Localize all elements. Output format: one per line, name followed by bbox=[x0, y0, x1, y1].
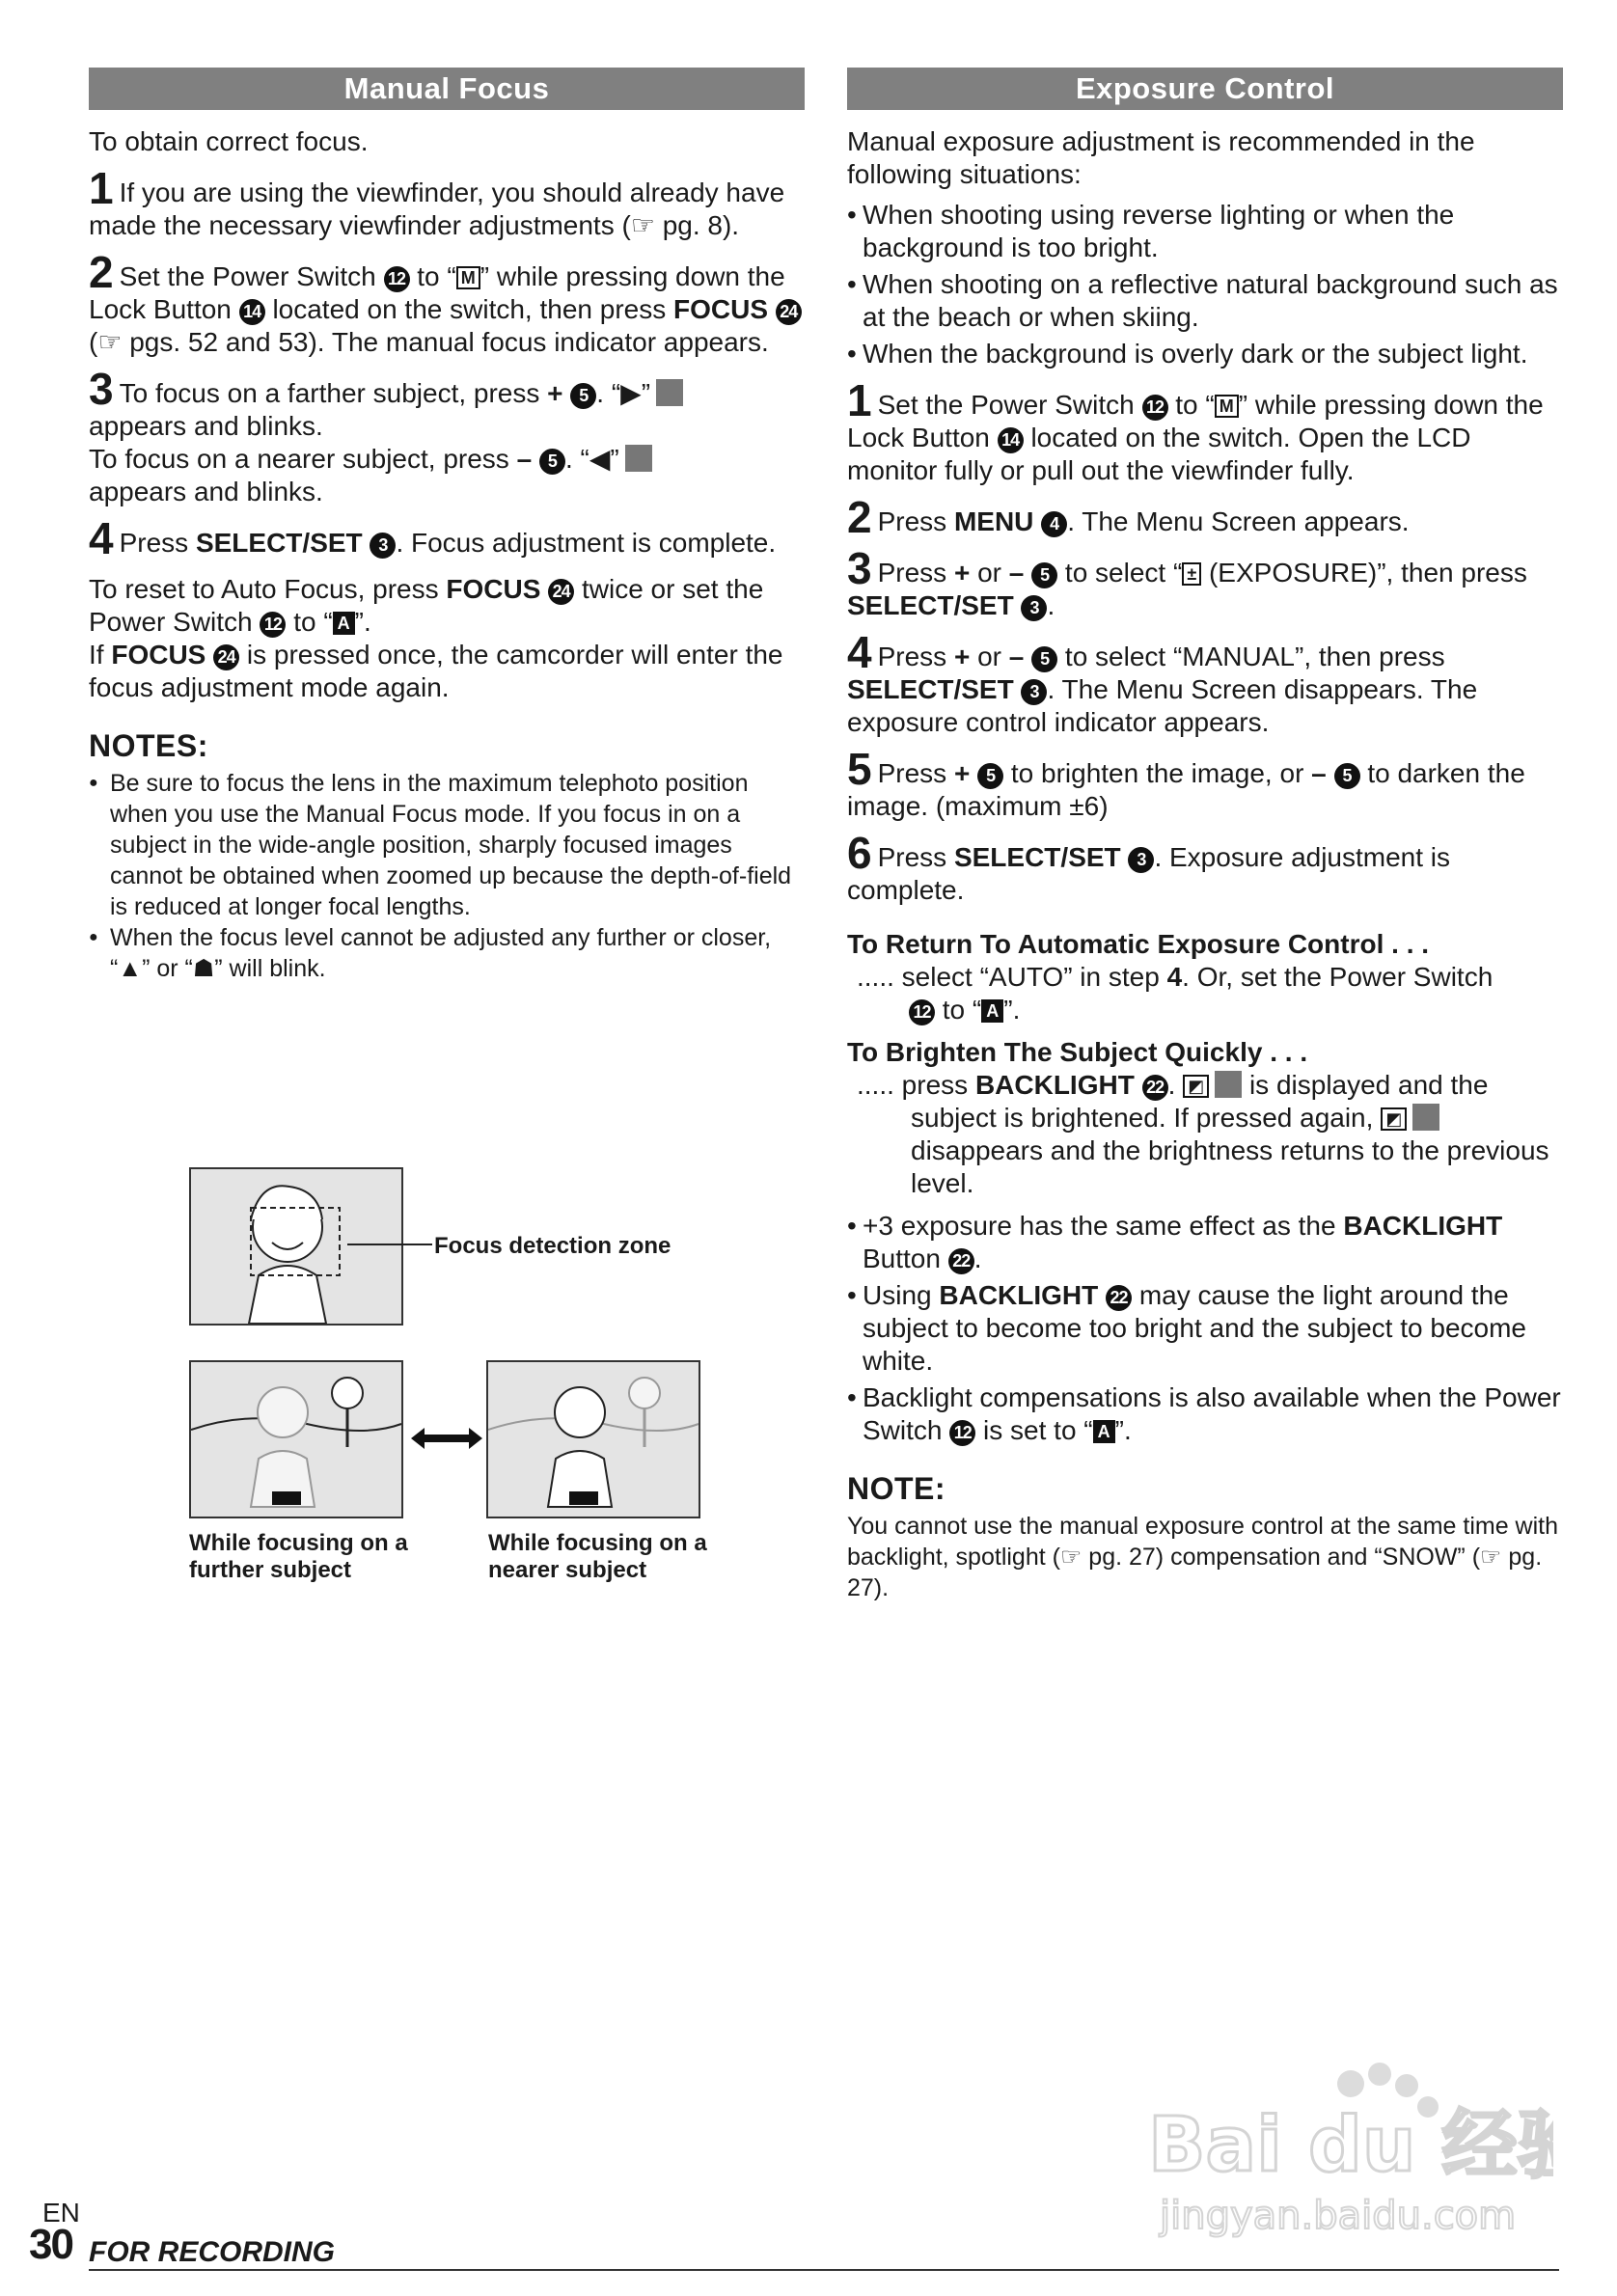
pointer-line bbox=[347, 1235, 434, 1254]
callout-24-icon: 24 bbox=[776, 299, 802, 325]
callout-22-icon: 22 bbox=[1142, 1075, 1168, 1101]
far-focus-icon: ▲ bbox=[118, 955, 143, 982]
exposure-step-4: 4 Press + or – 5 to select “MANUAL”, then press SELECT/SET 3 . The Menu Screen disappears. The exposure control indicator appears. bbox=[847, 627, 1478, 737]
callout-5-icon: 5 bbox=[977, 763, 1003, 789]
exposure-control-heading: Exposure Control bbox=[847, 68, 1563, 110]
callout-12-icon: 12 bbox=[949, 1420, 975, 1446]
exposure-icon: ± bbox=[1182, 562, 1201, 586]
auto-mode-icon: A bbox=[333, 612, 355, 635]
indicator-square-icon bbox=[1215, 1071, 1242, 1098]
callout-14-icon: 14 bbox=[998, 427, 1024, 453]
callout-12-icon: 12 bbox=[260, 612, 286, 638]
manual-focus-column bbox=[89, 68, 805, 984]
callout-5-icon: 5 bbox=[1334, 763, 1360, 789]
indicator-square-icon bbox=[1412, 1104, 1439, 1131]
notes-list bbox=[89, 768, 805, 984]
callout-5-icon: 5 bbox=[570, 383, 596, 409]
manual-focus-heading: Manual Focus bbox=[89, 68, 805, 110]
focus-step-2: 2 Set the Power Switch 12 to “ M ” while pressing down the Lock Button 14 located on the switch, then press FOCUS 24 (☞ pgs. 52 and 53). The manual focus indicator appears. bbox=[89, 256, 805, 359]
indicator-square-icon bbox=[625, 445, 652, 472]
exposure-step-3: 3 Press + or – 5 to select “ ± (EXPOSURE)”, then press SELECT/SET 3 . bbox=[847, 543, 1527, 620]
caption-nearer: While focusing on a nearer subject bbox=[488, 1530, 707, 1583]
callout-3-icon: 3 bbox=[1128, 847, 1154, 873]
watermark-url: jingyan.baidu.com bbox=[1160, 2194, 1517, 2238]
exposure-step-1: 1 Set the Power Switch 12 to “ M ” while pressing down the Lock Button 14 located on the switch. Open the LCD monitor fully or pull out the viewfinder fully. bbox=[847, 375, 1544, 485]
callout-12-icon: 12 bbox=[1142, 395, 1168, 421]
brighten-heading: To Brighten The Subject Quickly . . . bbox=[847, 1037, 1308, 1067]
callout-5-icon: 5 bbox=[539, 449, 565, 475]
near-focus-icon: ☗ bbox=[192, 955, 215, 982]
exposure-step-2: 2 Press MENU 4 . The Menu Screen appears. bbox=[847, 492, 1410, 542]
callout-22-icon: 22 bbox=[948, 1248, 974, 1274]
backlight-icon: ◩ bbox=[1381, 1107, 1407, 1131]
callout-12-icon: 12 bbox=[909, 999, 935, 1025]
backlight-note: • Backlight compensations is also available when the Power Switch 12 is set to “ A ”. bbox=[847, 1382, 1561, 1445]
callout-5-icon: 5 bbox=[1031, 562, 1057, 588]
manual-mode-icon: M bbox=[1215, 395, 1239, 418]
section-title: FOR RECORDING bbox=[89, 2236, 335, 2268]
notes-heading: NOTES: bbox=[89, 728, 208, 763]
callout-12-icon: 12 bbox=[384, 266, 410, 292]
callout-3-icon: 3 bbox=[1021, 679, 1047, 705]
note-item: ● When the focus level cannot be adjusted any further or closer, “▲” or “☗” will blink. bbox=[89, 922, 805, 984]
callout-22-icon: 22 bbox=[1106, 1285, 1132, 1311]
auto-mode-icon: A bbox=[1093, 1420, 1115, 1443]
callout-24-icon: 24 bbox=[213, 644, 239, 670]
exposure-step-5: 5 Press + 5 to brighten the image, or – 5 to darken the image. (maximum ±6) bbox=[847, 744, 1525, 821]
manual-mode-icon: M bbox=[456, 266, 480, 289]
baidu-watermark-logo bbox=[1148, 2055, 1553, 2248]
return-auto-text: ..... select “AUTO” in step 4. Or, set the Power Switch 12 to “ A ”. bbox=[857, 962, 1494, 1025]
callout-3-icon: 3 bbox=[370, 533, 396, 559]
manual-focus-intro: To obtain correct focus. bbox=[89, 126, 369, 156]
situation-item: • When shooting using reverse lighting or when the background is too bright. bbox=[847, 200, 1455, 262]
focus-step-1: 1 If you are using the viewfinder, you should already have made the necessary viewfinder adjustments (☞ pg. 8). bbox=[89, 163, 785, 240]
page-number: 30 bbox=[29, 2221, 72, 2268]
double-arrow-icon bbox=[411, 1424, 482, 1453]
callout-24-icon: 24 bbox=[548, 579, 574, 605]
backlight-note: • +3 exposure has the same effect as the BACKLIGHT Button 22 . bbox=[847, 1211, 1503, 1273]
note-item: ● Be sure to focus the lens in the maximum telephoto position when you use the Manual Focus mode. If you focus in on a subject in the wide-angle position, sharply focused images cannot be obtained when zoomed up because the depth-of-field is reduced at longer focal lengths. bbox=[89, 768, 805, 922]
nearer-subject-illustration bbox=[486, 1360, 700, 1518]
focus-step-3: 3 To focus on a farther subject, press + 5 . “▶” appears and blinks. To focus on a nearer subject, press – 5 . “◀” appears and blinks. bbox=[89, 372, 805, 508]
further-subject-illustration bbox=[189, 1360, 403, 1518]
note-heading: NOTE: bbox=[847, 1471, 946, 1506]
reset-autofocus-text: To reset to Auto Focus, press FOCUS 24 twice or set the Power Switch 12 to “ A ”. If FOCUS 24 is pressed once, the camcorder will enter the focus adjustment mode again. bbox=[89, 574, 783, 702]
exposure-step-6: 6 Press SELECT/SET 3 . Exposure adjustment is complete. bbox=[847, 828, 1451, 905]
auto-mode-icon: A bbox=[981, 999, 1003, 1023]
backlight-note: • Using BACKLIGHT 22 may cause the light around the subject to become too bright and the subject to become white. bbox=[847, 1280, 1526, 1376]
callout-14-icon: 14 bbox=[239, 299, 265, 325]
watermark-brand: Bai du 经验 bbox=[1148, 2102, 1553, 2189]
backlight-icon: ◩ bbox=[1183, 1075, 1209, 1098]
focus-step-4: 4 Press SELECT/SET 3 . Focus adjustment is complete. bbox=[89, 513, 777, 563]
callout-5-icon: 5 bbox=[1031, 646, 1057, 672]
situation-item: • When the background is overly dark or the subject light. bbox=[847, 339, 1528, 369]
callout-4-icon: 4 bbox=[1041, 511, 1067, 537]
exposure-intro: Manual exposure adjustment is recommended in the following situations: bbox=[847, 126, 1475, 189]
situation-item: • When shooting on a reflective natural background such as at the beach or when skiing. bbox=[847, 269, 1558, 332]
footer-language: EN bbox=[42, 2198, 80, 2228]
footer-rule bbox=[89, 2269, 1559, 2271]
return-auto-heading: To Return To Automatic Exposure Control . . . bbox=[847, 929, 1430, 959]
focus-zone-label: Focus detection zone bbox=[434, 1233, 671, 1259]
caption-further: While focusing on a further subject bbox=[189, 1530, 408, 1583]
brighten-text: ..... press BACKLIGHT 22 . ◩ is displayed and the subject is brightened. If pressed again, ◩ disappears and the brightness returns to the previous level. bbox=[857, 1070, 1549, 1198]
callout-3-icon: 3 bbox=[1021, 595, 1047, 621]
indicator-square-icon bbox=[656, 379, 683, 406]
note-text: You cannot use the manual exposure control at the same time with backlight, spotlight (☞ pg. 27) compensation and “SNOW” (☞ pg. 27). bbox=[847, 1513, 1559, 1601]
exposure-control-column bbox=[847, 68, 1563, 1603]
